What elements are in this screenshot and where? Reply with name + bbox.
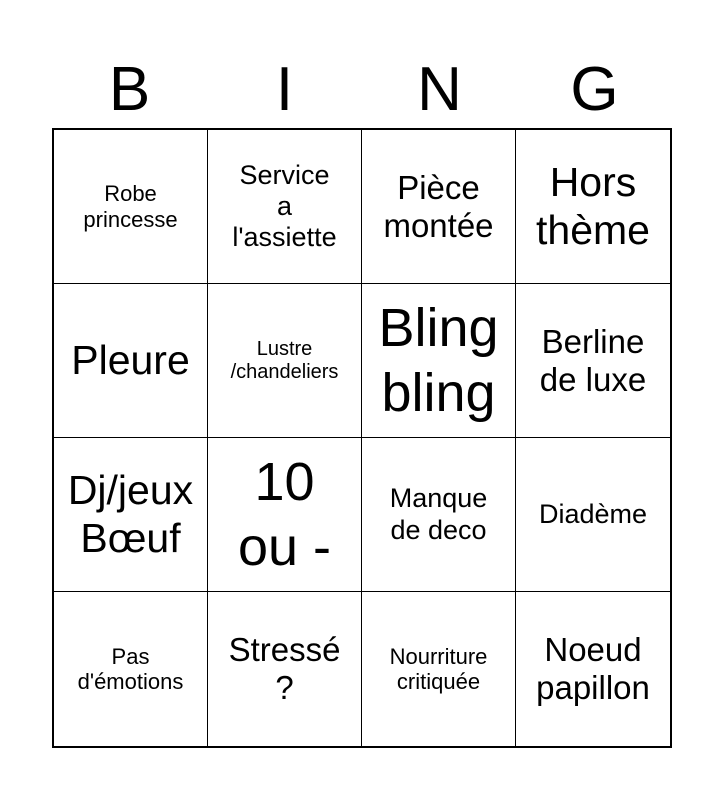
bingo-cell[interactable]: Diadème [516,438,670,592]
bingo-board [52,128,672,748]
header-letter-n: N [417,55,462,124]
bingo-cell[interactable]: Pas d'émotions [54,592,208,746]
bingo-cell[interactable]: Noeud papillon [536,631,650,706]
bingo-cell[interactable]: Service a l'assiette [208,130,362,284]
bingo-cell[interactable]: Nourriture critiquée [362,592,516,746]
bingo-cell[interactable]: Pièce montée [362,130,516,284]
bingo-cell[interactable]: Hors thème [516,130,670,284]
bingo-cell[interactable]: 10 ou - [208,438,362,592]
header-letter-b: B [108,55,151,124]
header-letter-i: I [275,55,294,124]
bingo-cell[interactable]: Dj/jeux Bœuf [54,438,208,592]
bingo-cell[interactable]: Berline de luxe [516,284,670,438]
bingo-cell[interactable]: Lustre /chandeliers [208,284,362,438]
bingo-cell[interactable]: Bling bling [362,284,516,438]
bingo-header [52,52,672,128]
header-letter-g: G [570,55,619,124]
bingo-cell[interactable]: Robe princesse [54,130,208,284]
bingo-cell[interactable]: Manque de deco [362,438,516,592]
bingo-cell[interactable]: Pleure [54,284,208,438]
bingo-cell[interactable]: Stressé ? [208,592,362,746]
